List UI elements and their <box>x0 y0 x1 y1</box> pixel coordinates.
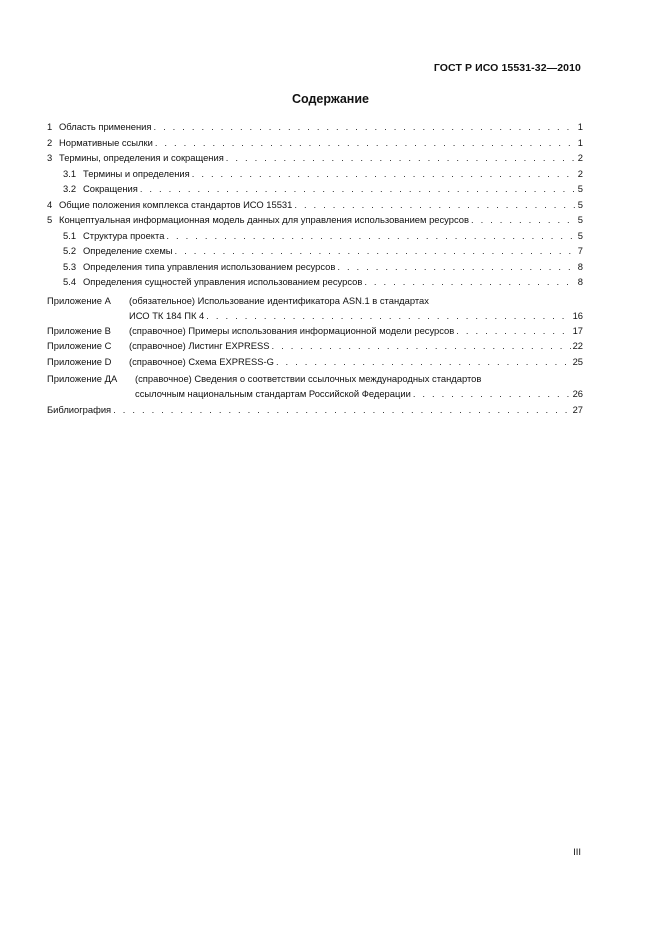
annex-label-continued: ссылочным национальным стандартам Российской Федерации <box>135 388 411 399</box>
toc-item-page: 2 <box>577 167 583 179</box>
toc-leader-dots <box>206 308 570 323</box>
toc-item-label: Область применения <box>59 121 152 132</box>
annex-label: (справочное) Сведения о соответствии ссылочных международных стандартов <box>135 373 482 384</box>
toc-subitem[interactable] <box>47 274 583 290</box>
toc-subitem[interactable] <box>47 243 583 259</box>
document-header: ГОСТ Р ИСО 15531-32—2010 <box>433 62 581 74</box>
toc-annex-da[interactable] <box>47 371 583 401</box>
toc-leader-dots <box>337 259 575 275</box>
toc-annex-a[interactable] <box>47 293 583 323</box>
toc-item-page: 25 <box>572 355 583 367</box>
toc-item-page: 22 <box>572 340 583 351</box>
toc-leader-dots <box>155 135 576 151</box>
annex-code: Приложение ДА <box>47 373 118 384</box>
annex-code: Приложение С <box>47 340 112 351</box>
toc-item-label: Библиография <box>47 404 112 415</box>
toc-leader-dots <box>413 386 571 401</box>
toc-item-label: Концептуальная информационная модель данных для управления использованием ресурсов <box>59 214 469 225</box>
toc-item-page: 5 <box>577 214 583 225</box>
toc-item-number: 5.4 <box>63 276 77 287</box>
toc-item-page: 1 <box>577 136 583 148</box>
toc-item[interactable] <box>47 119 583 135</box>
toc-item-number: 5.1 <box>63 229 77 241</box>
table-of-contents <box>47 119 583 418</box>
toc-item-number: 1 <box>47 121 53 132</box>
toc-leader-dots <box>113 402 570 418</box>
toc-item-label: Определения типа управления использованием ресурсов <box>83 260 336 272</box>
toc-item-page: 26 <box>572 388 583 399</box>
annex-code: Приложение D <box>47 355 112 367</box>
toc-item-page: 8 <box>577 276 583 287</box>
toc-item-label: Нормативные ссылки <box>59 136 153 148</box>
toc-leader-dots <box>192 166 576 182</box>
toc-item-label: Термины, определения и сокращения <box>59 152 224 163</box>
toc-item-page: 16 <box>572 309 583 321</box>
toc-subitem[interactable] <box>47 181 583 197</box>
toc-annex-d[interactable] <box>47 354 583 370</box>
toc-item-label: Сокращения <box>83 183 138 194</box>
toc-item-label: Определение схемы <box>83 245 173 256</box>
toc-item-page: 17 <box>572 324 583 336</box>
toc-subitem[interactable] <box>47 228 583 244</box>
toc-item-label: Термины и определения <box>83 167 190 179</box>
toc-item[interactable] <box>47 135 583 151</box>
toc-item-number: 3.2 <box>63 183 77 194</box>
toc-leader-dots <box>140 181 576 197</box>
toc-item-number: 3.1 <box>63 167 77 179</box>
toc-item[interactable] <box>47 150 583 166</box>
toc-item[interactable] <box>47 197 583 213</box>
toc-leader-dots <box>471 212 576 228</box>
toc-annex-c[interactable] <box>47 338 583 354</box>
toc-item-page: 5 <box>577 198 583 210</box>
toc-item-label: Определения сущностей управления использованием ресурсов <box>83 276 363 287</box>
toc-item-page: 1 <box>577 121 583 132</box>
toc-leader-dots <box>153 119 575 135</box>
toc-item-page: 5 <box>577 229 583 241</box>
toc-item-page: 2 <box>577 152 583 163</box>
toc-item[interactable] <box>47 212 583 228</box>
toc-subitem[interactable] <box>47 259 583 275</box>
toc-item-page: 27 <box>572 404 583 415</box>
toc-subitem[interactable] <box>47 166 583 182</box>
toc-leader-dots <box>294 197 575 213</box>
annex-code: Приложение В <box>47 324 111 336</box>
annex-label-continued: ИСО ТК 184 ПК 4 <box>129 309 205 321</box>
toc-leader-dots <box>175 243 576 259</box>
toc-leader-dots <box>226 150 576 166</box>
toc-leader-dots <box>272 338 571 354</box>
toc-item-page: 8 <box>577 260 583 272</box>
toc-item-label: Общие положения комплекса стандартов ИСО 15531 <box>59 198 293 210</box>
page-number: III <box>573 847 581 858</box>
toc-item-number: 5.3 <box>63 260 77 272</box>
annex-label: (обязательное) Использование идентификатора ASN.1 в стандартах <box>129 294 429 306</box>
toc-item-number: 2 <box>47 136 53 148</box>
toc-item-number: 5.2 <box>63 245 77 256</box>
toc-item-page: 5 <box>577 183 583 194</box>
toc-bibliography[interactable] <box>47 402 583 418</box>
toc-leader-dots <box>364 274 575 290</box>
annex-label: (справочное) Листинг EXPRESS <box>129 340 270 351</box>
toc-item-number: 5 <box>47 214 53 225</box>
toc-item-label: Структура проекта <box>83 229 165 241</box>
toc-item-number: 4 <box>47 198 53 210</box>
toc-annex-b[interactable] <box>47 323 583 339</box>
toc-leader-dots <box>276 354 571 370</box>
page-title: Содержание <box>291 92 369 106</box>
annex-label: (справочное) Схема EXPRESS-G <box>129 355 274 367</box>
toc-leader-dots <box>456 323 570 339</box>
toc-item-number: 3 <box>47 152 53 163</box>
annex-label: (справочное) Примеры использования информационной модели ресурсов <box>129 324 455 336</box>
toc-item-page: 7 <box>577 245 583 256</box>
annex-code: Приложение А <box>47 294 111 306</box>
toc-leader-dots <box>166 228 575 244</box>
